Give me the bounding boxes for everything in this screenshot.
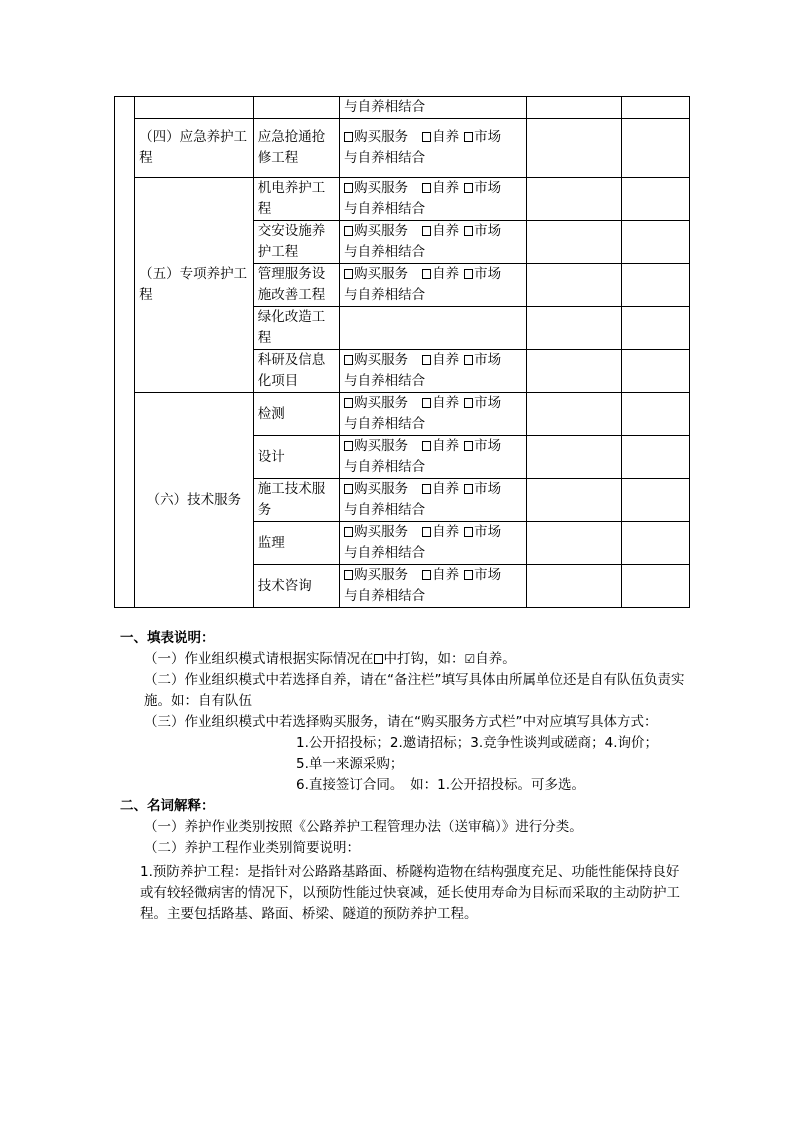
checkbox-purchase[interactable]: [344, 132, 353, 142]
purchase-method-cell[interactable]: [527, 350, 621, 393]
checkbox-purchase[interactable]: [344, 570, 353, 580]
purchase-method-cell[interactable]: [527, 522, 621, 565]
checkbox-market[interactable]: [464, 355, 473, 365]
mode-cell: 与自养相结合: [340, 97, 527, 119]
method-list-line: 6.直接签订合同。 如：1.公开招投标。可多选。: [296, 777, 586, 793]
checkbox-self[interactable]: [422, 132, 431, 142]
checkbox-self[interactable]: [422, 527, 431, 537]
checkbox-self[interactable]: [422, 570, 431, 580]
note-item: （三）作业组织模式中若选择购买服务，请在“购买服务方式栏”中对应填写具体方式：: [144, 714, 658, 730]
definition-item: （一）养护作业类别按照《公路养护工程管理办法（送审稿）》进行分类。: [144, 819, 583, 835]
mode-cell: 购买服务 自养 市场 与自养相结合: [340, 178, 527, 221]
mode-cell: 购买服务 自养 市场 与自养相结合: [340, 565, 527, 608]
remark-cell[interactable]: [621, 393, 689, 436]
subcategory-cell: 设计: [253, 436, 339, 479]
checkbox-market[interactable]: [464, 441, 473, 451]
purchase-method-cell[interactable]: [527, 393, 621, 436]
definition-paragraph: 1.预防养护工程：是指针对公路路基路面、桥隧构造物在结构强度充足、功能性能保持良好或有较轻微病害的情况下，以预防性能过快衰减，延长使用寿命为目标而采取的主动防护工程。主要包括路基、路面、桥梁、隧道的预防养护工程。: [140, 864, 680, 922]
checkbox-self[interactable]: [422, 484, 431, 494]
purchase-method-cell[interactable]: [527, 221, 621, 264]
checkbox-self[interactable]: [422, 183, 431, 193]
remark-cell[interactable]: [621, 479, 689, 522]
subcategory-cell: 绿化改造工程: [253, 307, 339, 350]
checked-box-icon: ☑: [464, 652, 476, 666]
mode-cell: 购买服务 自养 市场 与自养相结合: [340, 221, 527, 264]
section-heading-definitions: 二、名词解释：: [120, 798, 215, 814]
subcategory-cell: 科研及信息化项目: [253, 350, 339, 393]
mode-cell: 购买服务 自养 市场 与自养相结合: [340, 119, 527, 178]
remark-cell[interactable]: [621, 565, 689, 608]
purchase-method-cell[interactable]: [527, 479, 621, 522]
purchase-method-cell[interactable]: [527, 436, 621, 479]
checkbox-example: [374, 654, 383, 664]
table-row: [115, 178, 690, 221]
checkbox-market[interactable]: [464, 484, 473, 494]
purchase-method-cell[interactable]: [527, 264, 621, 307]
checkbox-purchase[interactable]: [344, 527, 353, 537]
category-cell: （六）技术服务: [135, 393, 254, 608]
subcategory-cell: 监理: [253, 522, 339, 565]
remark-cell[interactable]: [621, 522, 689, 565]
table-row: [115, 393, 690, 436]
checkbox-purchase[interactable]: [344, 441, 353, 451]
checkbox-purchase[interactable]: [344, 355, 353, 365]
checkbox-self[interactable]: [422, 355, 431, 365]
checkbox-self[interactable]: [422, 441, 431, 451]
checkbox-purchase[interactable]: [344, 269, 353, 279]
purchase-method-cell[interactable]: [527, 178, 621, 221]
subcategory-cell: 检测: [253, 393, 339, 436]
subcategory-cell: 管理服务设施改善工程: [253, 264, 339, 307]
note-item: （一）作业组织模式请根据实际情况在 中打钩，如：☑自养。: [144, 651, 516, 667]
remark-cell[interactable]: [621, 436, 689, 479]
subcategory-cell: 交安设施养护工程: [253, 221, 339, 264]
category-cell: （五）专项养护工程: [135, 178, 254, 393]
subcategory-cell: 应急抢通抢修工程: [253, 119, 339, 178]
checkbox-purchase[interactable]: [344, 398, 353, 408]
table-row: [115, 119, 690, 178]
left-margin-cell: [115, 97, 135, 608]
maintenance-mode-table: [114, 96, 690, 608]
subcategory-cell: 技术咨询: [253, 565, 339, 608]
checkbox-purchase[interactable]: [344, 183, 353, 193]
subcategory-cell: 施工技术服务: [253, 479, 339, 522]
remark-cell[interactable]: [621, 119, 689, 178]
subcategory-cell: 机电养护工程: [253, 178, 339, 221]
checkbox-self[interactable]: [422, 226, 431, 236]
table-row: [115, 97, 690, 119]
mode-cell: 购买服务 自养 市场 与自养相结合: [340, 436, 527, 479]
method-list-line: 1.公开招投标；2.邀请招标；3.竞争性谈判或磋商；4.询价；: [296, 735, 659, 751]
checkbox-market[interactable]: [464, 226, 473, 236]
checkbox-market[interactable]: [464, 527, 473, 537]
remark-cell[interactable]: [621, 221, 689, 264]
mode-cell: 购买服务 自养 市场 与自养相结合: [340, 522, 527, 565]
mode-cell: 购买服务 自养 市场 与自养相结合: [340, 264, 527, 307]
remark-cell[interactable]: [621, 350, 689, 393]
category-cell: （四）应急养护工程: [135, 119, 254, 178]
remark-cell[interactable]: [621, 97, 689, 119]
checkbox-self[interactable]: [422, 269, 431, 279]
remark-cell[interactable]: [621, 307, 689, 350]
checkbox-market[interactable]: [464, 398, 473, 408]
notes-section: [120, 628, 690, 925]
purchase-method-cell[interactable]: [527, 97, 621, 119]
checkbox-market[interactable]: [464, 132, 473, 142]
purchase-method-cell[interactable]: [527, 565, 621, 608]
purchase-method-cell[interactable]: [527, 119, 621, 178]
remark-cell[interactable]: [621, 264, 689, 307]
note-item: （二）作业组织模式中若选择自养，请在“备注栏”填写具体由所属单位还是自有队伍负责实施。如：自有队伍: [144, 672, 685, 709]
mode-cell: [340, 307, 527, 350]
remark-cell[interactable]: [621, 178, 689, 221]
purchase-method-cell[interactable]: [527, 307, 621, 350]
checkbox-self[interactable]: [422, 398, 431, 408]
method-list-line: 5.单一来源采购；: [296, 756, 404, 772]
checkbox-purchase[interactable]: [344, 226, 353, 236]
checkbox-market[interactable]: [464, 570, 473, 580]
mode-cell: 购买服务 自养 市场 与自养相结合: [340, 350, 527, 393]
definition-item: （二）养护工程作业类别简要说明：: [144, 840, 360, 856]
checkbox-market[interactable]: [464, 269, 473, 279]
checkbox-market[interactable]: [464, 183, 473, 193]
subcategory-cell: [253, 97, 339, 119]
mode-cell: 购买服务 自养 市场 与自养相结合: [340, 393, 527, 436]
category-cell: [135, 97, 254, 119]
mode-cell: 购买服务 自养 市场 与自养相结合: [340, 479, 527, 522]
checkbox-purchase[interactable]: [344, 484, 353, 494]
section-heading-instructions: 一、填表说明：: [120, 630, 215, 646]
